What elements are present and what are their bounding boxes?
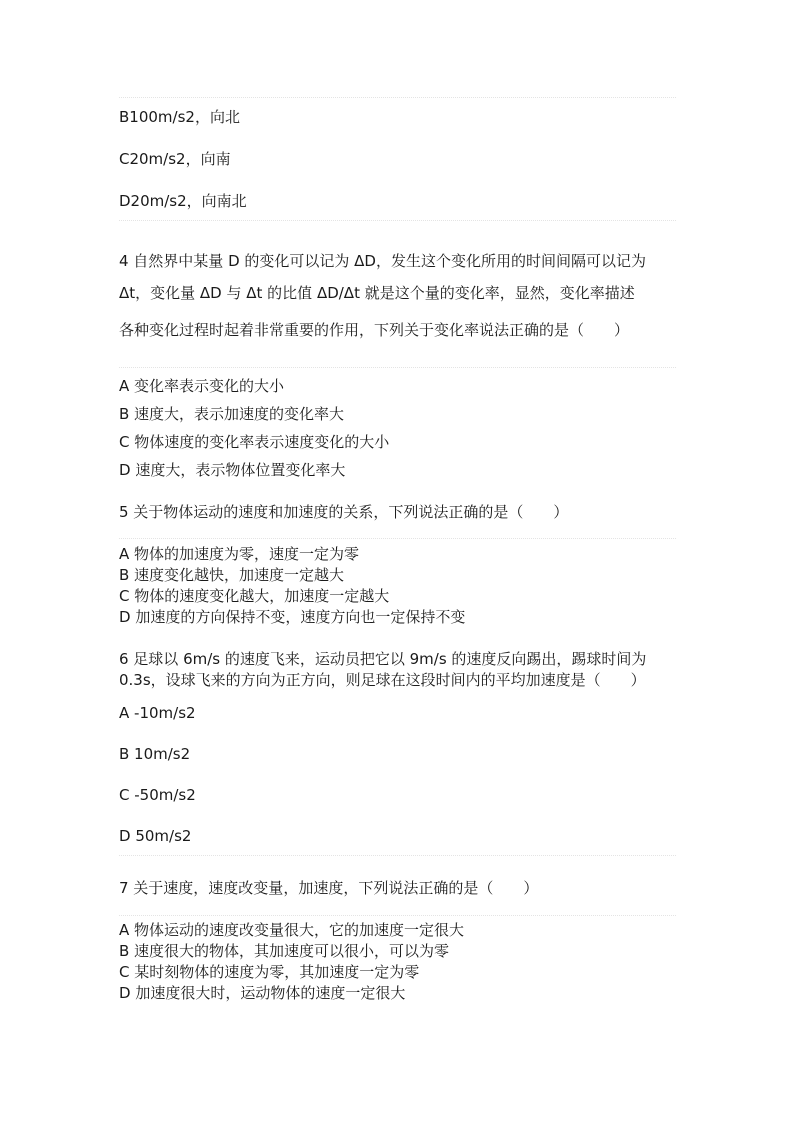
q3-option-b: B100m/s2，向北 [119, 108, 240, 126]
q7-stem: 7 关于速度，速度改变量，加速度，下列说法正确的是（ ） [119, 879, 539, 897]
separator [119, 538, 676, 539]
q4-stem-line-1: 4 自然界中某量 D 的变化可以记为 ΔD，发生这个变化所用的时间间隔可以记为 [119, 252, 646, 270]
q5-option-a: A 物体的加速度为零，速度一定为零 [119, 545, 360, 563]
q3-option-c: C20m/s2，向南 [119, 150, 231, 168]
q6-option-d: D 50m/s2 [119, 827, 192, 845]
q4-stem-line-3: 各种变化过程时起着非常重要的作用，下列关于变化率说法正确的是（ ） [119, 321, 630, 339]
separator [119, 97, 676, 98]
q4-stem-line-2: Δt，变化量 ΔD 与 Δt 的比值 ΔD/Δt 就是这个量的变化率，显然，变化率描述 [119, 284, 635, 302]
q6-option-a: A -10m/s2 [119, 704, 196, 722]
q7-option-a: A 物体运动的速度改变量很大，它的加速度一定很大 [119, 921, 465, 939]
q5-option-b: B 速度变化越快，加速度一定越大 [119, 566, 345, 584]
q4-option-c: C 物体速度的变化率表示速度变化的大小 [119, 433, 390, 451]
q6-stem-line-2: 0.3s，设球飞来的方向为正方向，则足球在这段时间内的平均加速度是（ ） [119, 671, 646, 689]
separator [119, 855, 676, 856]
q3-option-d: D20m/s2，向南北 [119, 192, 247, 210]
q5-stem: 5 关于物体运动的速度和加速度的关系，下列说法正确的是（ ） [119, 503, 569, 521]
q6-option-c: C -50m/s2 [119, 786, 196, 804]
separator [119, 915, 676, 916]
q7-option-b: B 速度很大的物体，其加速度可以很小，可以为零 [119, 942, 450, 960]
q7-option-d: D 加速度很大时，运动物体的速度一定很大 [119, 984, 406, 1002]
q7-option-c: C 某时刻物体的速度为零，其加速度一定为零 [119, 963, 420, 981]
separator [119, 367, 676, 368]
q6-option-b: B 10m/s2 [119, 745, 191, 763]
separator [119, 220, 676, 221]
q6-stem-line-1: 6 足球以 6m/s 的速度飞来，运动员把它以 9m/s 的速度反向踢出，踢球时间为 [119, 650, 647, 668]
q4-option-b: B 速度大，表示加速度的变化率大 [119, 405, 345, 423]
q5-option-d: D 加速度的方向保持不变，速度方向也一定保持不变 [119, 608, 466, 626]
q5-option-c: C 物体的速度变化越大，加速度一定越大 [119, 587, 390, 605]
q4-option-a: A 变化率表示变化的大小 [119, 377, 285, 395]
q4-option-d: D 速度大，表示物体位置变化率大 [119, 461, 346, 479]
